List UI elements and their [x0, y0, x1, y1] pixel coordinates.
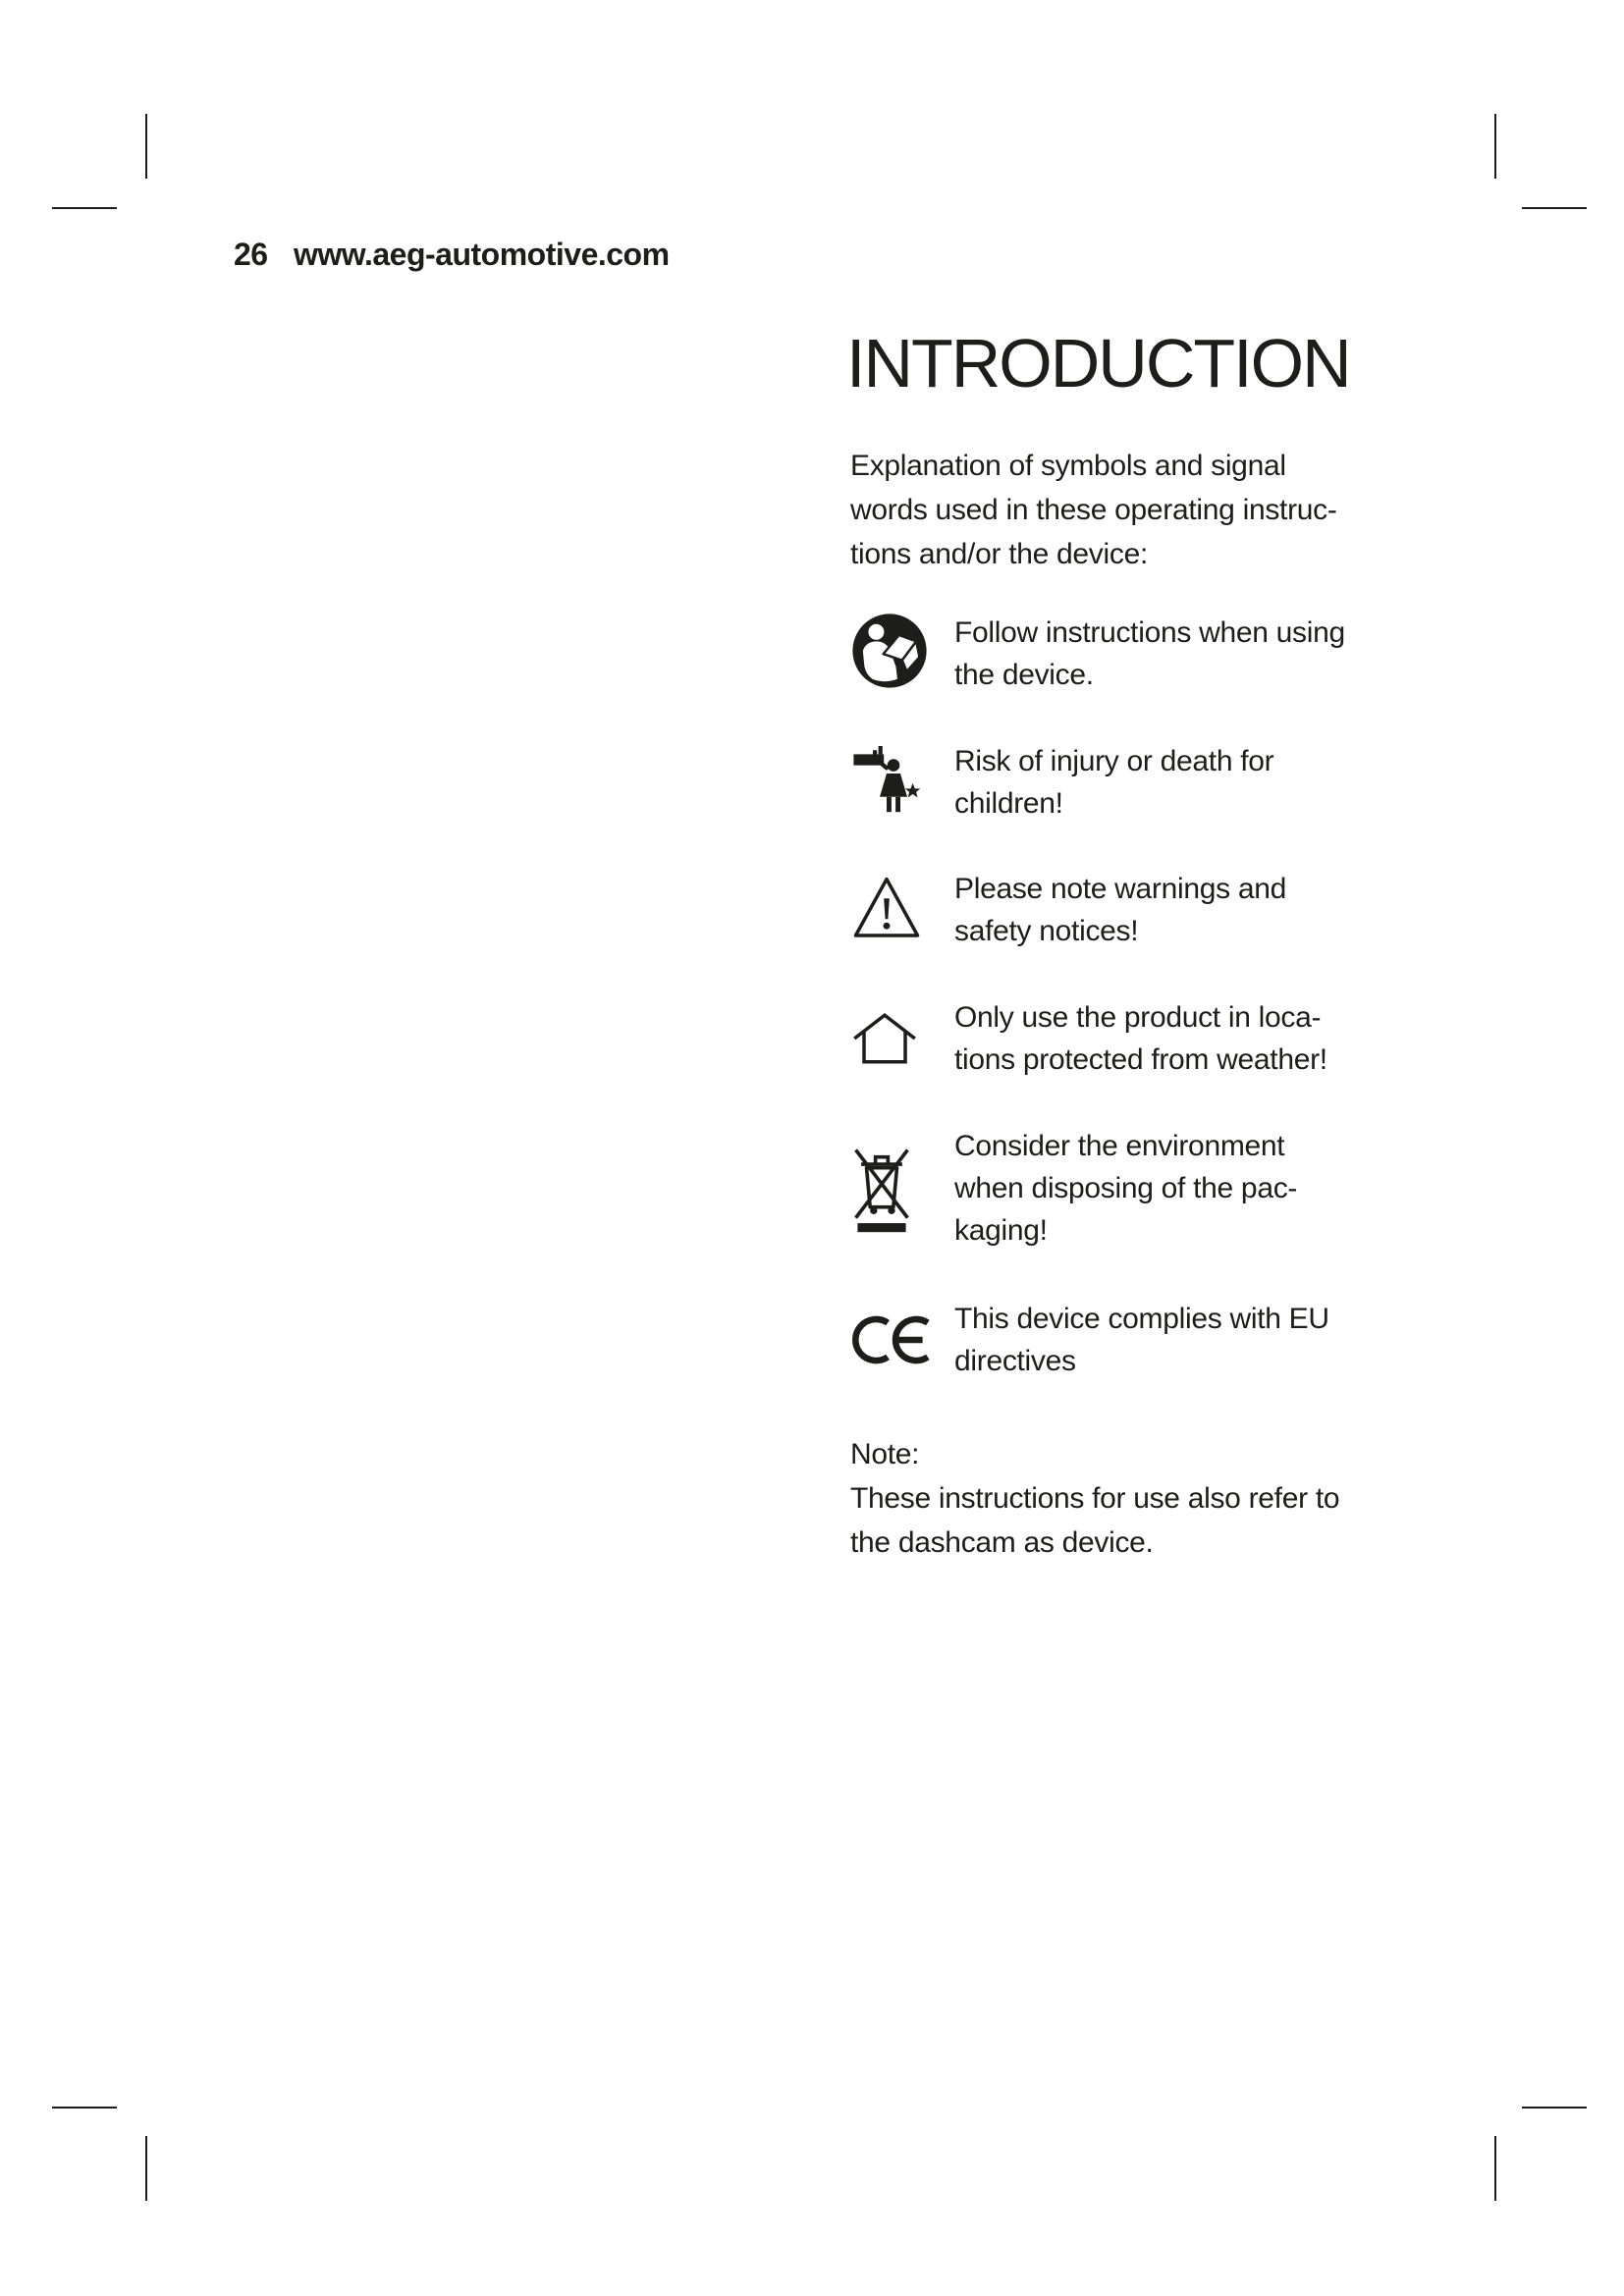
symbol-text-line: the device. — [954, 659, 1094, 691]
crop-mark-top-right-horizontal — [1522, 207, 1587, 209]
symbol-text-line: Please note warnings and — [954, 873, 1287, 905]
note-text-line: These instructions for use also refer to — [850, 1482, 1340, 1515]
page-title: INTRODUCTION — [846, 325, 1350, 401]
symbol-description — [954, 868, 1286, 952]
symbol-text-line: Only use the product in loca- — [954, 1001, 1322, 1034]
symbol-text-line: kaging! — [954, 1214, 1048, 1247]
intro-paragraph — [850, 444, 1337, 576]
note-text-line: the dashcam as device. — [850, 1526, 1154, 1559]
crop-mark-top-left-horizontal — [52, 207, 117, 209]
symbol-description — [954, 1125, 1297, 1252]
intro-line: words used in these operating instruc- — [850, 494, 1337, 526]
read-manual-icon — [850, 612, 929, 690]
page-number: 26 — [234, 237, 268, 272]
symbol-text-line: Consider the environment — [954, 1130, 1285, 1162]
symbol-text-line: directives — [954, 1345, 1076, 1377]
symbol-text-line: safety notices! — [954, 915, 1139, 947]
symbol-text-line: children! — [954, 787, 1063, 820]
note-label: Note: — [850, 1438, 920, 1470]
intro-line: Explanation of symbols and signal — [850, 450, 1286, 482]
crop-mark-bottom-right-vertical — [1494, 2136, 1496, 2201]
symbol-description — [954, 612, 1345, 696]
crop-mark-top-left-vertical — [145, 114, 147, 179]
note-block — [850, 1432, 1339, 1565]
symbol-text-line: This device complies with EU — [954, 1303, 1329, 1335]
symbol-text-line: Risk of injury or death for — [954, 745, 1274, 777]
intro-line: tions and/or the device: — [850, 538, 1148, 570]
crop-mark-top-right-vertical — [1494, 114, 1496, 179]
website-url: www.aeg-automotive.com — [294, 237, 670, 272]
crop-mark-bottom-left-vertical — [145, 2136, 147, 2201]
symbol-text-line: when disposing of the pac- — [954, 1172, 1298, 1204]
crossed-out-bin-icon — [850, 1145, 913, 1234]
indoor-use-house-icon — [850, 1011, 919, 1066]
crop-mark-bottom-right-horizontal — [1522, 2107, 1587, 2109]
symbol-text-line: tions protected from weather! — [954, 1043, 1327, 1076]
crop-mark-bottom-left-horizontal — [52, 2107, 117, 2109]
ce-mark-icon — [850, 1307, 941, 1373]
symbol-description — [954, 1298, 1329, 1382]
symbol-description — [954, 996, 1327, 1081]
child-hazard-icon — [850, 746, 923, 815]
symbol-description — [954, 740, 1273, 825]
symbol-text-line: Follow instructions when using — [954, 616, 1345, 649]
warning-triangle-icon — [850, 874, 923, 942]
